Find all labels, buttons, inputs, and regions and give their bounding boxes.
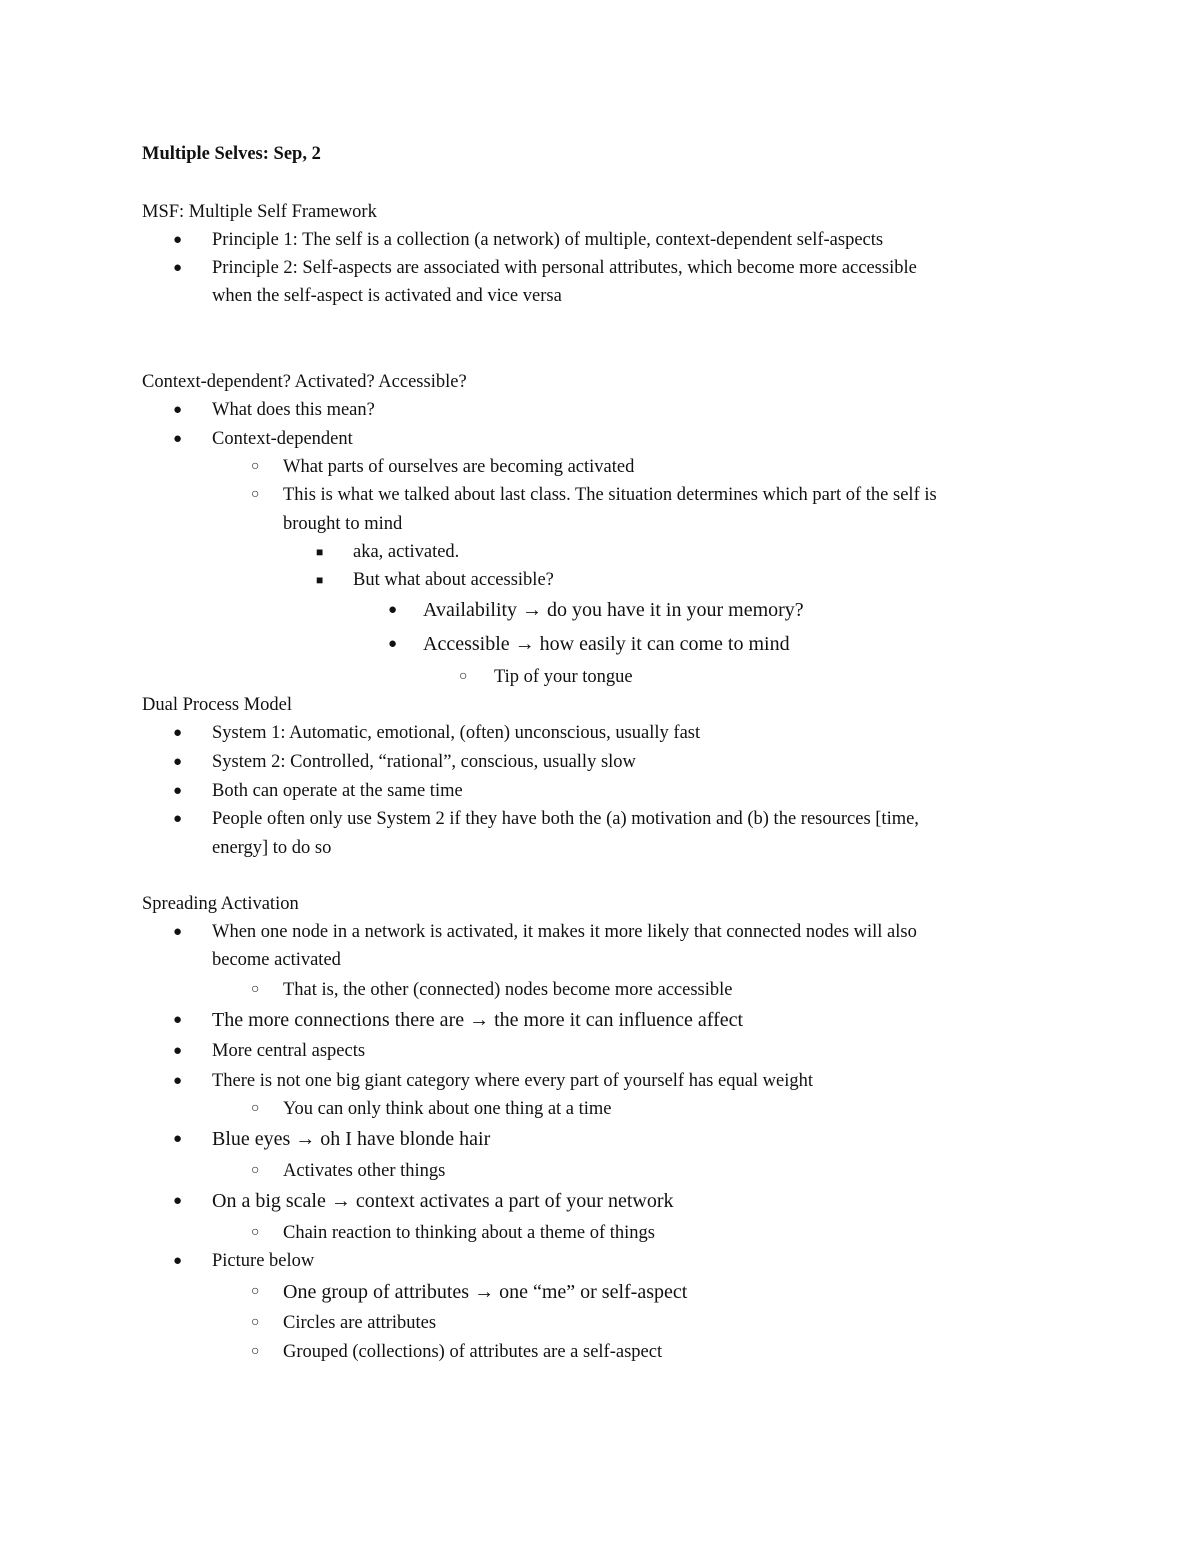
list-item: System 2: Controlled, “rational”, conscious, usually slow [212,752,636,772]
section-heading-msf: MSF: Multiple Self Framework [142,202,377,222]
list-item: That is, the other (connected) nodes become more accessible [283,980,733,1000]
list-item: Activates other things [283,1161,446,1181]
bullet-circle: ○ [251,982,260,997]
bullet-circle: ○ [251,1344,260,1359]
list-item: You can only think about one thing at a time [283,1099,612,1119]
list-item-continuation: when the self-aspect is activated and vice versa [212,286,562,306]
list-item: Principle 2: Self-aspects are associated with personal attributes, which become more accessible [212,258,917,278]
bullet-disc: ● [173,232,183,248]
list-item: More central aspects [212,1041,366,1061]
list-item: Accessible → how easily it can come to mind [423,633,790,655]
list-item: On a big scale → context activates a part of your network [212,1190,674,1212]
list-item: Tip of your tongue [494,667,633,687]
bullet-circle: ○ [251,1101,260,1116]
list-item: The more connections there are → the more it can influence affect [212,1009,744,1031]
bullet-disc: ● [173,260,183,276]
list-item-continuation: energy] to do so [212,838,332,858]
list-item: People often only use System 2 if they have both the (a) motivation and (b) the resources [time, [212,809,919,829]
list-item: Both can operate at the same time [212,781,463,801]
bullet-disc: ● [173,811,183,827]
list-item-continuation: become activated [212,950,341,970]
bullet-disc: ● [173,1043,183,1059]
bullet-disc: ● [173,1073,183,1089]
list-item: When one node in a network is activated, it makes it more likely that connected nodes will also [212,922,917,942]
list-item: System 1: Automatic, emotional, (often) unconscious, usually fast [212,723,701,743]
bullet-square: ■ [316,573,324,587]
list-item: Context-dependent [212,429,353,449]
bullet-disc: ● [173,1131,183,1147]
list-item: Availability → do you have it in your memory? [423,599,804,621]
bullet-disc: ● [173,402,183,418]
bullet-circle: ○ [251,1163,260,1178]
list-item: What does this mean? [212,400,375,420]
section-heading-context: Context-dependent? Activated? Accessible? [142,372,467,392]
section-heading-dual: Dual Process Model [142,695,293,715]
list-item: What parts of ourselves are becoming activated [283,457,635,477]
list-item: Grouped (collections) of attributes are a self-aspect [283,1342,663,1362]
bullet-disc: ● [173,783,183,799]
bullet-disc: ● [173,754,183,770]
list-item: Principle 1: The self is a collection (a network) of multiple, context-dependent self-aspects [212,230,884,250]
bullet-circle: ○ [251,1315,260,1330]
list-item: But what about accessible? [353,570,554,590]
bullet-disc: ● [173,1253,183,1269]
bullet-circle: ○ [251,459,260,474]
bullet-disc: ● [388,602,398,618]
bullet-circle: ○ [251,487,260,502]
bullet-circle: ○ [251,1225,260,1240]
list-item-continuation: brought to mind [283,514,403,534]
bullet-square: ■ [316,545,324,559]
list-item: aka, activated. [353,542,460,562]
bullet-circle: ○ [459,669,468,684]
bullet-circle: ○ [251,1284,260,1299]
bullet-disc: ● [173,725,183,741]
page-title: Multiple Selves: Sep, 2 [142,144,321,164]
list-item: There is not one big giant category where every part of yourself has equal weight [212,1071,814,1091]
list-item: One group of attributes → one “me” or self-aspect [283,1281,688,1303]
bullet-disc: ● [173,1012,183,1028]
list-item: Picture below [212,1251,315,1271]
bullet-disc: ● [173,431,183,447]
list-item: This is what we talked about last class. The situation determines which part of the self is [283,485,937,505]
bullet-disc: ● [173,924,183,940]
bullet-disc: ● [388,636,398,652]
bullet-disc: ● [173,1193,183,1209]
list-item: Circles are attributes [283,1313,437,1333]
section-heading-spreading: Spreading Activation [142,894,299,914]
list-item: Chain reaction to thinking about a theme of things [283,1223,655,1243]
list-item: Blue eyes → oh I have blonde hair [212,1128,491,1150]
